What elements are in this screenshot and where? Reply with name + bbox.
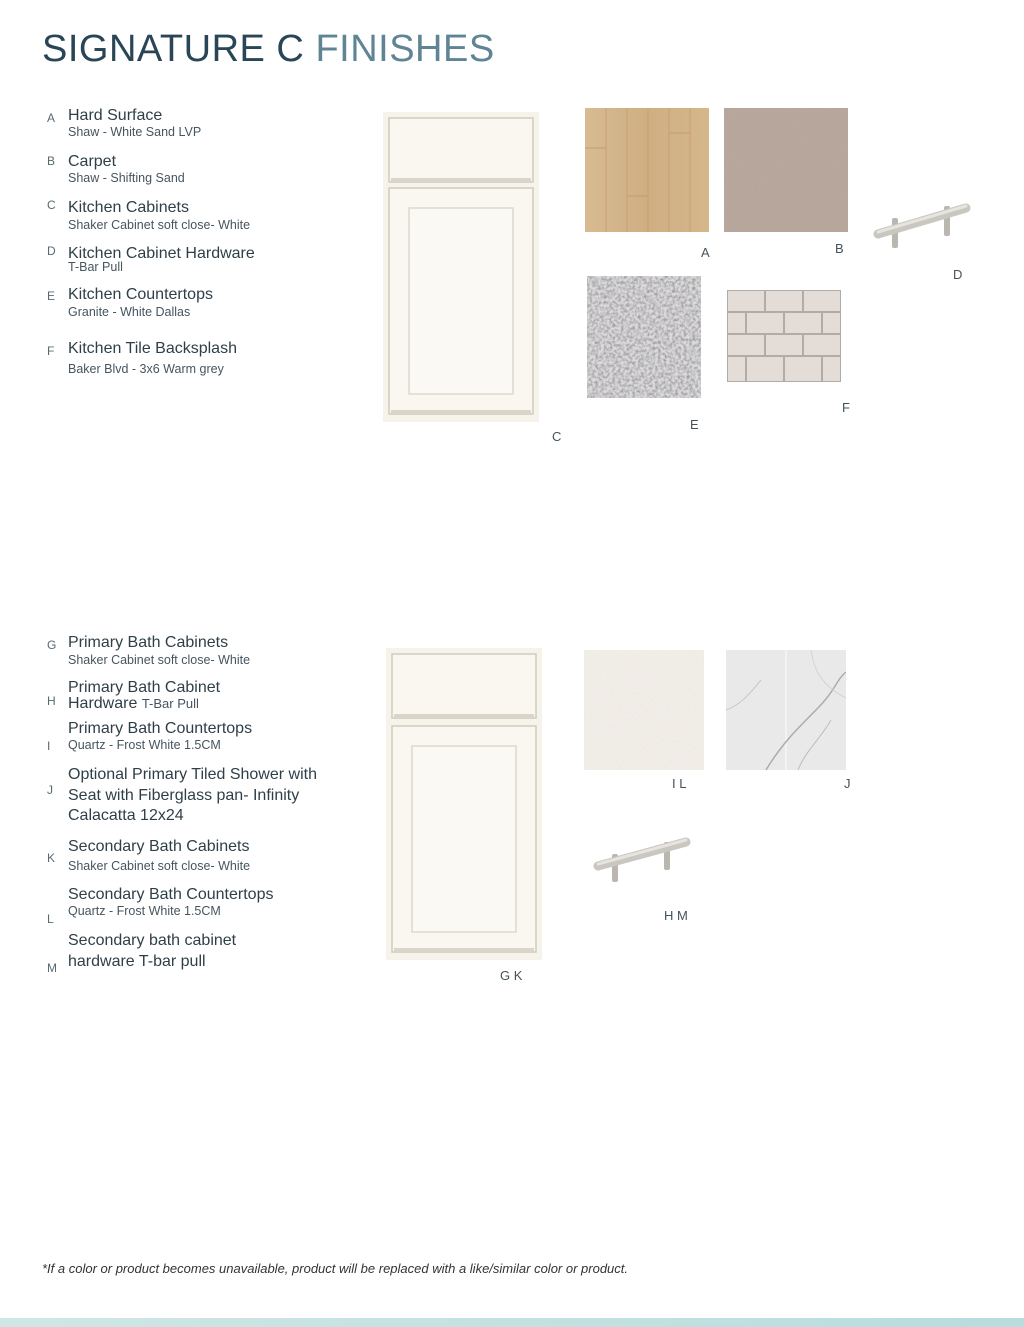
item-detail: Shaw - White Sand LVP [68, 125, 202, 139]
item-letter: A [47, 111, 56, 125]
item-detail: Quartz - Frost White 1.5CM [68, 738, 221, 752]
item-name: Kitchen Tile Backsplash [68, 340, 237, 357]
item-detail: Granite - White Dallas [68, 305, 191, 319]
item-name: Kitchen Cabinet Hardware [68, 245, 255, 262]
item-letter: C [47, 198, 56, 212]
item-detail: Shaker Cabinet soft close- White [68, 218, 251, 232]
item-detail: Shaker Cabinet soft close- White [68, 859, 251, 873]
item-letter: F [47, 344, 55, 358]
t-bar-pull-swatch [870, 198, 974, 254]
item-letter: I [47, 739, 51, 753]
title-part-1: SIGNATURE C [42, 28, 305, 70]
item-name: Kitchen Cabinets [68, 199, 189, 216]
item-letter: K [47, 851, 56, 865]
bottom-accent-bar [0, 1318, 1024, 1327]
label-f: F [842, 400, 850, 415]
item-name: Optional Primary Tiled Shower with Seat with Fiberglass pan- Infinity Calacatta 12x24 [68, 766, 317, 824]
item-name: Primary Bath Countertops [68, 720, 253, 737]
item-name: Secondary Bath Countertops [68, 886, 274, 903]
disclaimer-footnote: *If a color or product becomes unavailable, product will be replaced with a like/similar color or product. [42, 1261, 629, 1276]
item-letter: D [47, 244, 56, 258]
granite-swatch [587, 276, 701, 398]
item-name: Secondary bath cabinet hardware T-bar pull [68, 932, 237, 970]
item-letter: B [47, 154, 56, 168]
item-detail: Baker Blvd - 3x6 Warm grey [68, 362, 224, 376]
label-d: D [953, 267, 963, 282]
item-name: Kitchen Countertops [68, 286, 213, 303]
title-part-2: FINISHES [315, 28, 495, 70]
bath-t-bar-pull-swatch [590, 830, 694, 886]
item-name-line2-text: Hardware [68, 695, 138, 712]
item-detail: Shaker Cabinet soft close- White [68, 653, 251, 667]
item-letter: G [47, 638, 57, 652]
item-letter: L [47, 912, 54, 926]
label-a: A [701, 245, 710, 260]
label-hm: H M [664, 908, 688, 923]
item-letter: E [47, 289, 56, 303]
label-gk: G K [500, 968, 523, 983]
item-detail: Shaw - Shifting Sand [68, 171, 185, 185]
item-name: Hard Surface [68, 107, 163, 124]
calacatta-tile-swatch [726, 650, 846, 770]
item-name: Primary Bath Cabinets [68, 634, 229, 651]
carpet-swatch [724, 108, 848, 232]
item-letter: J [47, 783, 53, 797]
kitchen-cabinet-door-swatch [383, 112, 539, 422]
label-e: E [690, 417, 699, 432]
label-il: I L [672, 776, 687, 791]
item-detail: T-Bar Pull [141, 696, 199, 711]
item-detail: Quartz - Frost White 1.5CM [68, 904, 221, 918]
label-c: C [552, 429, 562, 444]
item-name-line1: Primary Bath Cabinet [68, 679, 221, 696]
bath-cabinet-door-swatch [386, 648, 542, 960]
item-name: Carpet [68, 153, 117, 170]
item-name-line2 [68, 694, 199, 713]
page-title [42, 28, 495, 71]
quartz-frost-white-swatch [584, 650, 704, 770]
label-j: J [844, 776, 851, 791]
subway-tile-swatch [727, 290, 841, 382]
item-letter: M [47, 961, 57, 975]
label-b: B [835, 241, 844, 256]
item-letter: H [47, 694, 56, 708]
item-name: Secondary Bath Cabinets [68, 838, 250, 855]
hard-surface-lvp-swatch [585, 108, 709, 232]
item-detail: T-Bar Pull [68, 260, 123, 274]
